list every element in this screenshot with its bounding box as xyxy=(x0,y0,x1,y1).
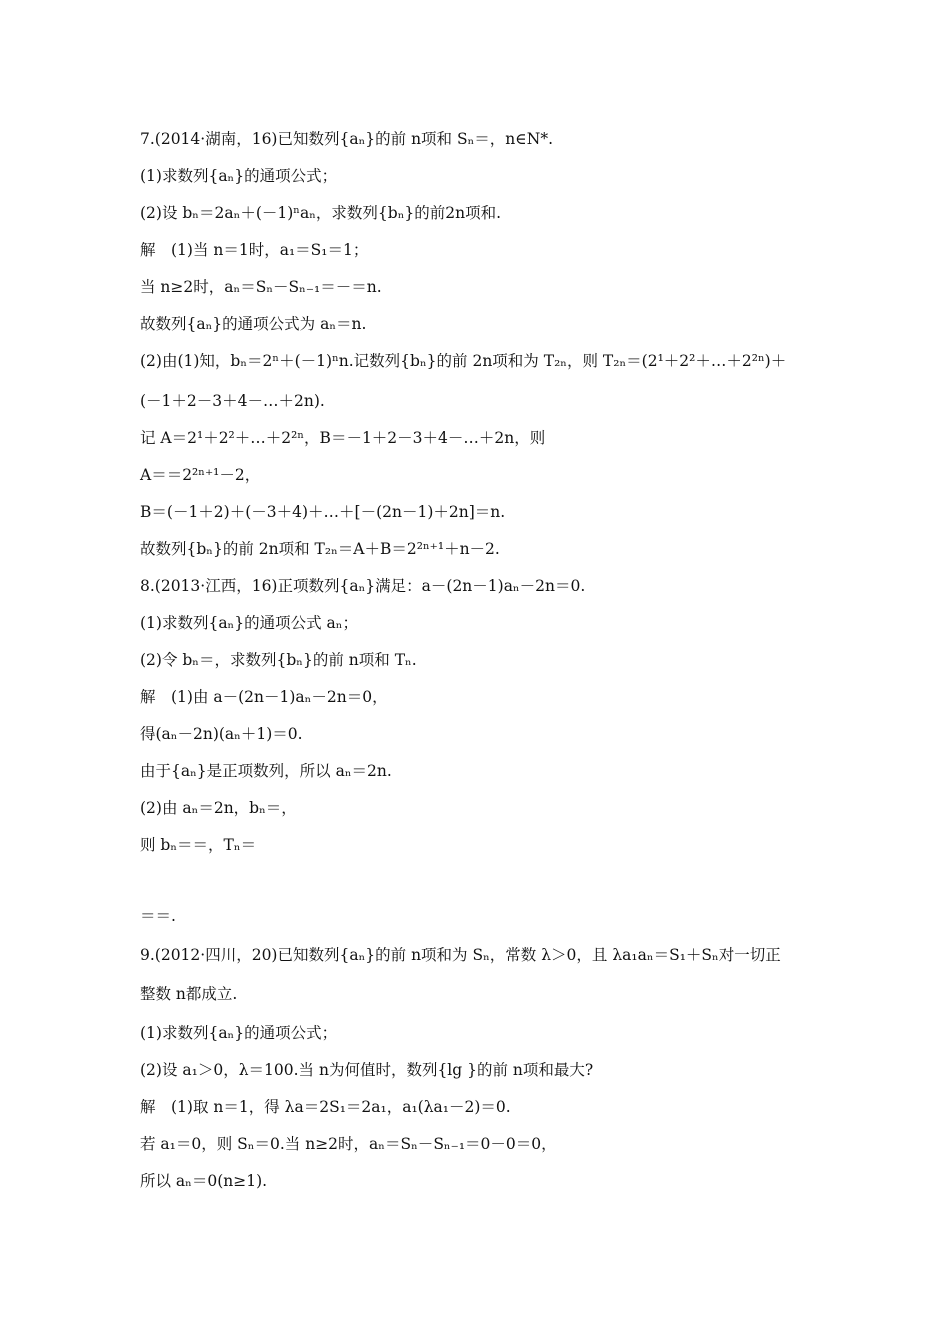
solution-line: 记 A＝2¹＋2²＋…＋2²ⁿ，B＝－1＋2－3＋4－…＋2n，则 xyxy=(140,429,546,447)
problem-7-part-2: (2)设 bₙ＝2aₙ＋(－1)ⁿaₙ，求数列{bₙ}的前2n项和. xyxy=(140,204,502,222)
problem-7-part-1: (1)求数列{aₙ}的通项公式； xyxy=(140,167,338,185)
solution-line: 得(aₙ－2n)(aₙ＋1)＝0. xyxy=(140,725,303,743)
solution-line: 故数列{aₙ}的通项公式为 aₙ＝n. xyxy=(140,315,367,333)
solution-line: (2)由(1)知，bₙ＝2ⁿ＋(－1)ⁿn.记数列{bₙ}的前 2n项和为 T₂ₙ，则 T₂ₙ＝(2¹＋2²＋…＋2²ⁿ)＋ xyxy=(140,352,787,370)
solution-line: A＝＝2²ⁿ⁺¹－2， xyxy=(140,466,261,484)
solution-line: 故数列{bₙ}的前 2n项和 T₂ₙ＝A＋B＝2²ⁿ⁺¹＋n－2. xyxy=(140,540,500,558)
problem-9-statement: 9.(2012·四川，20)已知数列{aₙ}的前 n项和为 Sₙ，常数 λ＞0，且 λa₁aₙ＝S₁＋Sₙ对一切正 xyxy=(140,946,781,964)
problem-8-part-2: (2)令 bₙ＝，求数列{bₙ}的前 n项和 Tₙ. xyxy=(140,651,417,669)
solution-line: 解 (1)取 n＝1，得 λa＝2S₁＝2a₁，a₁(λa₁－2)＝0. xyxy=(140,1098,511,1116)
solution-line: 当 n≥2时，aₙ＝Sₙ－Sₙ₋₁＝－＝n. xyxy=(140,278,382,296)
problem-9-part-2: (2)设 a₁＞0，λ＝100.当 n为何值时，数列{lg }的前 n项和最大? xyxy=(140,1061,594,1079)
solution-line: (2)由 aₙ＝2n，bₙ＝， xyxy=(140,799,297,817)
problem-9-statement-cont: 整数 n都成立. xyxy=(140,985,238,1003)
problem-8-part-1: (1)求数列{aₙ}的通项公式 aₙ； xyxy=(140,614,358,632)
problem-7-statement: 7.(2014·湖南，16)已知数列{aₙ}的前 n项和 Sₙ＝，n∈N*. xyxy=(140,130,554,148)
solution-line: B＝(－1＋2)＋(－3＋4)＋…＋[－(2n－1)＋2n]＝n. xyxy=(140,503,506,521)
solution-line: 则 bₙ＝＝，Tₙ＝ xyxy=(140,836,257,854)
solution-line: ＝＝. xyxy=(140,907,176,925)
problem-8-statement: 8.(2013·江西，16)正项数列{aₙ}满足：a－(2n－1)aₙ－2n＝0. xyxy=(140,577,586,595)
solution-line: 所以 aₙ＝0(n≥1). xyxy=(140,1172,268,1190)
problem-9-part-1: (1)求数列{aₙ}的通项公式； xyxy=(140,1024,338,1042)
solution-line: (－1＋2－3＋4－…＋2n). xyxy=(140,392,325,410)
solution-line: 若 a₁＝0，则 Sₙ＝0.当 n≥2时，aₙ＝Sₙ－Sₙ₋₁＝0－0＝0， xyxy=(140,1135,557,1153)
solution-line: 由于{aₙ}是正项数列，所以 aₙ＝2n. xyxy=(140,762,392,780)
solution-line: 解 (1)当 n＝1时，a₁＝S₁＝1； xyxy=(140,241,369,259)
solution-line: 解 (1)由 a－(2n－1)aₙ－2n＝0， xyxy=(140,688,388,706)
